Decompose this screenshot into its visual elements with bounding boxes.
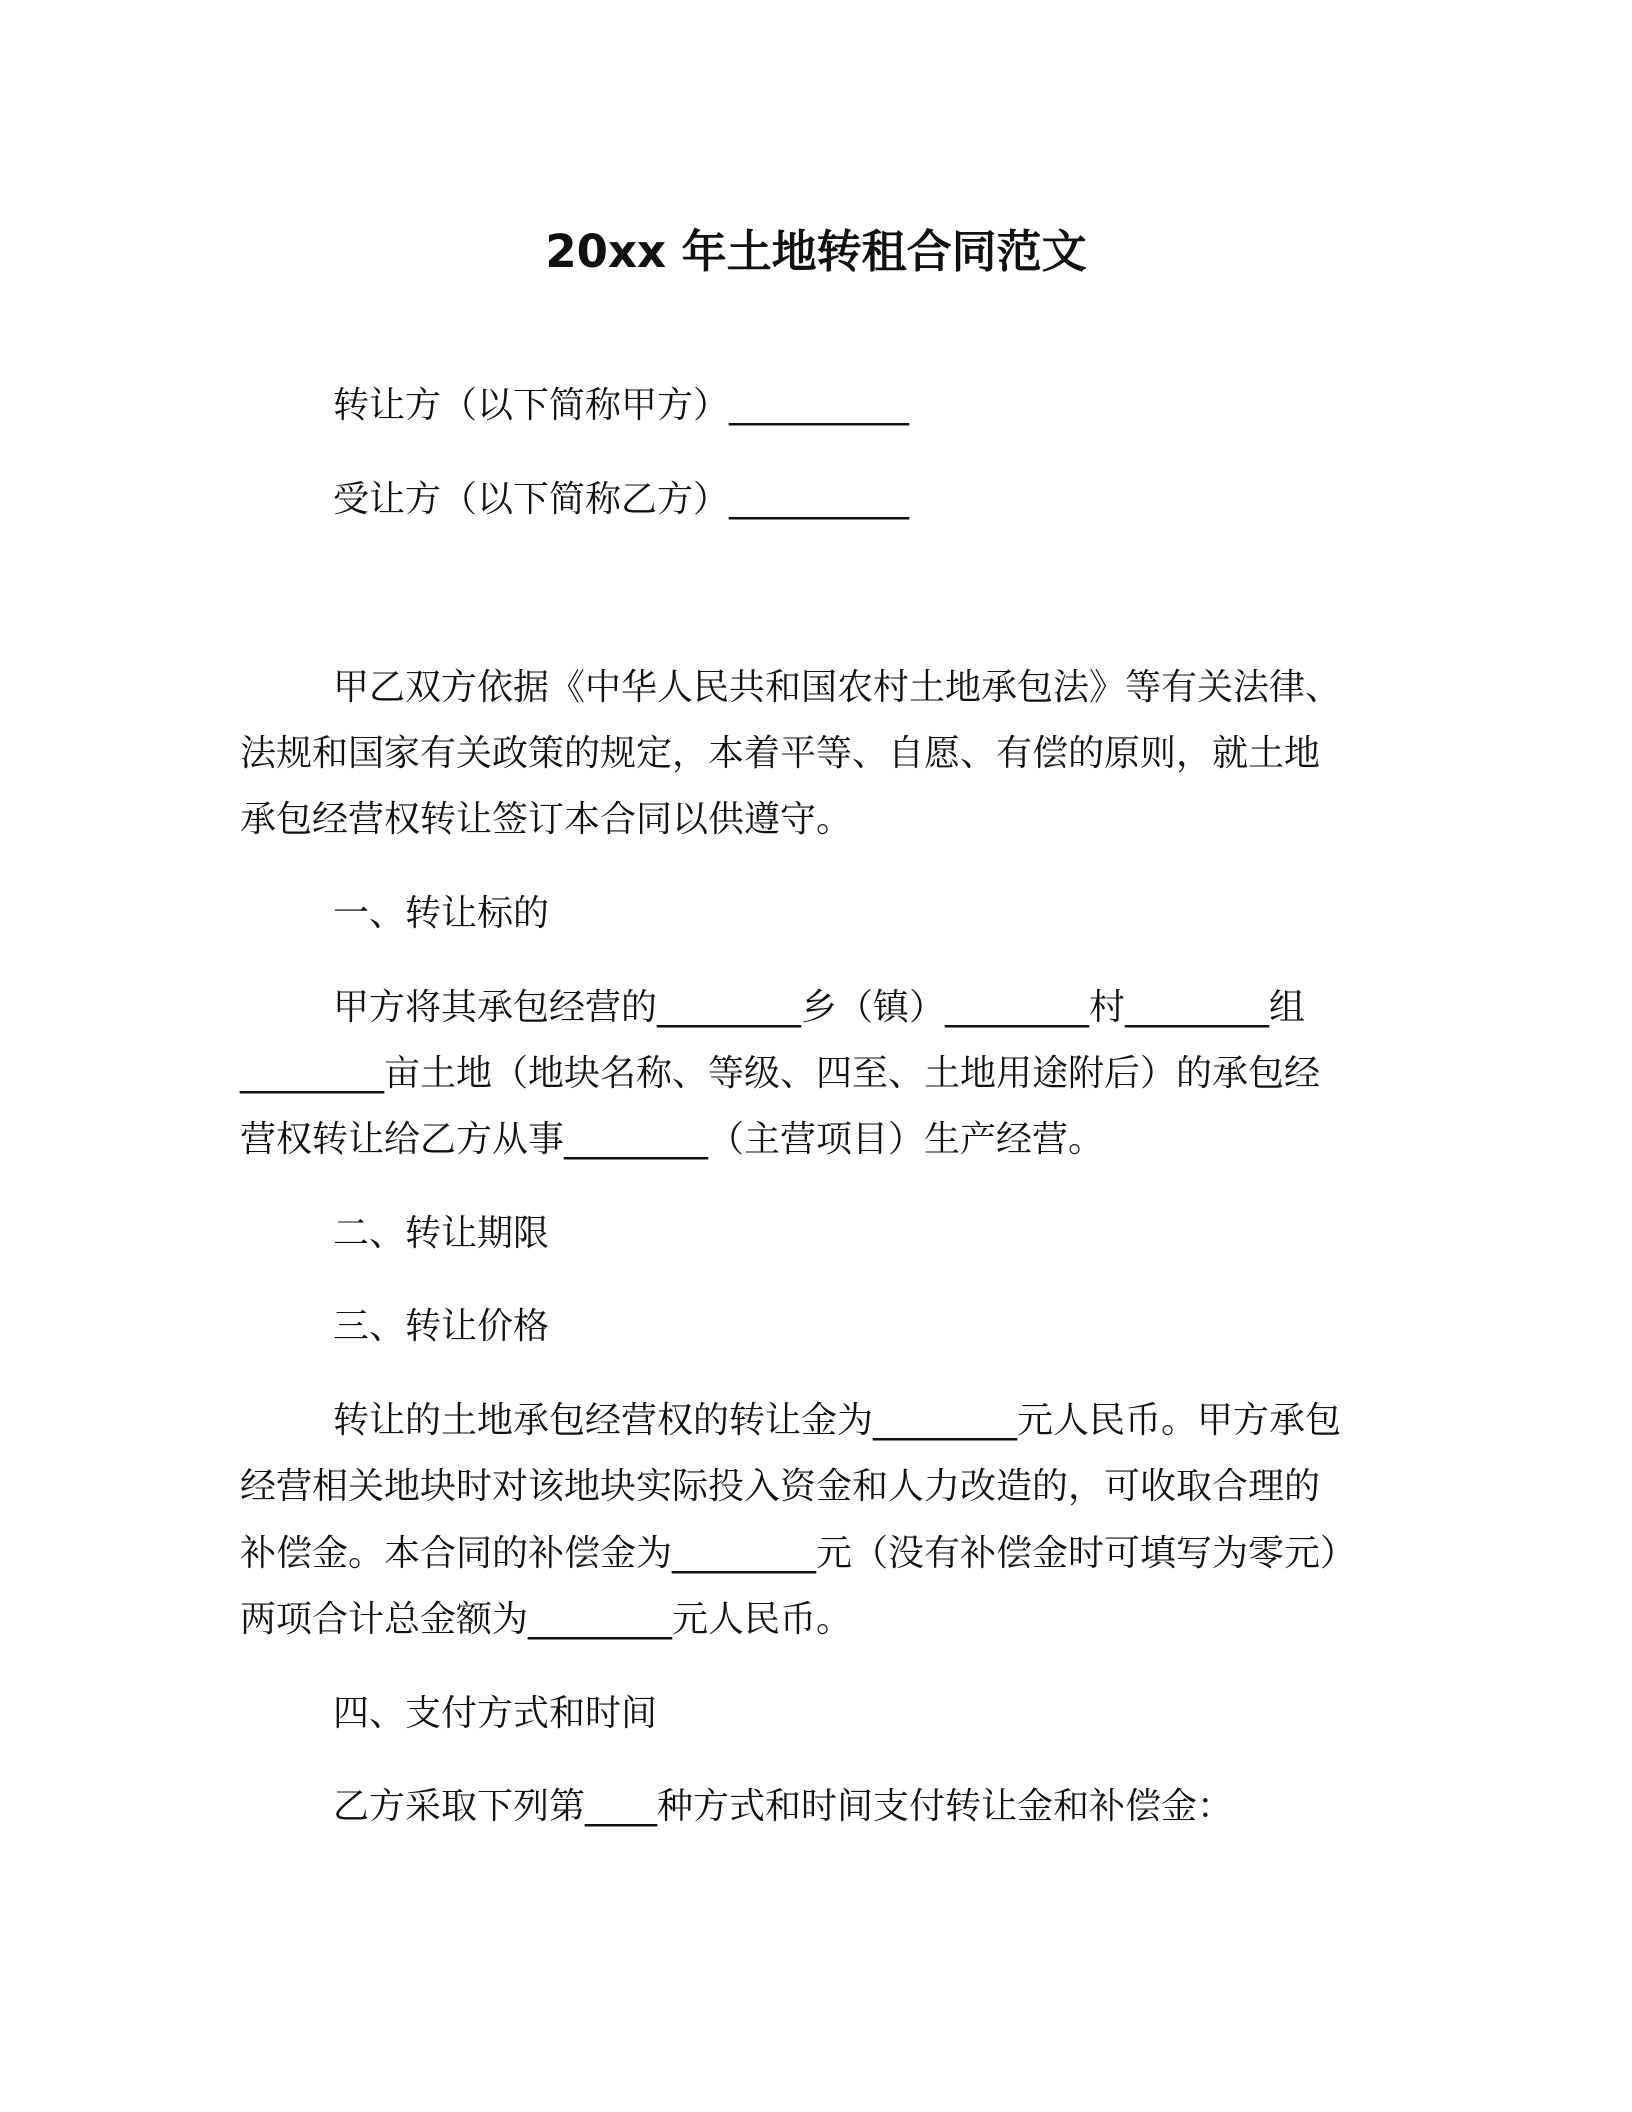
- section-3-line-3: 补偿金。本合同的补偿金为________元（没有补偿金时可填写为零元）: [240, 1533, 1357, 1574]
- section-1-line-1: 甲方将其承包经营的________乡（镇）________村________组: [333, 987, 1306, 1028]
- section-1-line-2: ________亩土地（地块名称、等级、四至、土地用途附后）的承包经: [240, 1053, 1321, 1094]
- section-1-line-3: 营权转让给乙方从事________（主营项目）生产经营。: [240, 1119, 1105, 1160]
- document-title: 20xx 年土地转租合同范文: [545, 225, 1087, 278]
- section-4-line-1: 乙方采取下列第____种方式和时间支付转让金和补偿金：: [333, 1786, 1234, 1827]
- section-3-heading: 三、转让价格: [333, 1306, 550, 1347]
- section-3-line-1: 转让的土地承包经营权的转让金为________元人民币。甲方承包: [333, 1400, 1342, 1441]
- intro-line-2: 法规和国家有关政策的规定，本着平等、自愿、有偿的原则，就土地: [240, 733, 1321, 774]
- section-4-heading: 四、支付方式和时间: [333, 1693, 658, 1734]
- intro-line-3: 承包经营权转让签订本合同以供遵守。: [240, 799, 853, 840]
- section-2-heading: 二、转让期限: [333, 1213, 550, 1254]
- section-3-line-2: 经营相关地块时对该地块实际投入资金和人力改造的，可收取合理的: [240, 1466, 1321, 1507]
- intro-line-1: 甲乙双方依据《中华人民共和国农村土地承包法》等有关法律、: [333, 667, 1342, 708]
- party-b-line: 受让方（以下简称乙方）__________: [333, 479, 910, 520]
- section-3-line-4: 两项合计总金额为________元人民币。: [240, 1599, 853, 1640]
- party-a-line: 转让方（以下简称甲方）__________: [333, 385, 910, 426]
- section-1-heading: 一、转让标的: [333, 893, 550, 934]
